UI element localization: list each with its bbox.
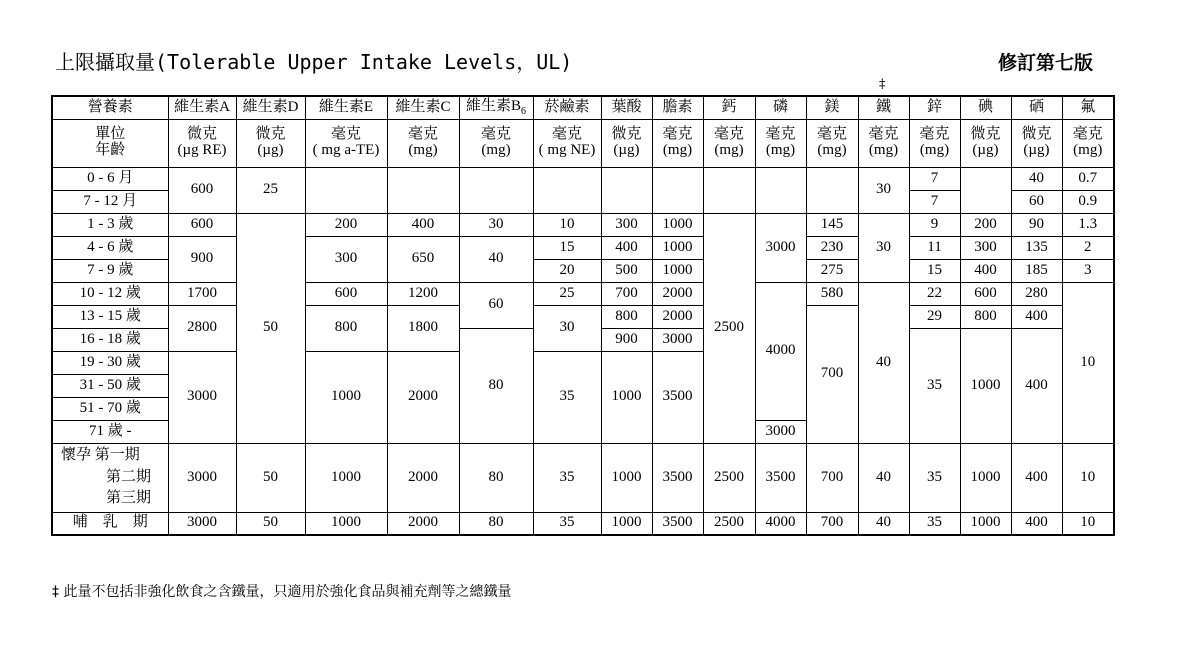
cell: 10 [1062, 512, 1114, 535]
age-label: 1 - 3 歲 [52, 213, 168, 236]
cell: 600 [168, 213, 236, 236]
age-label: 7 - 12 月 [52, 190, 168, 213]
lactation-label: 哺 乳 期 [52, 512, 168, 535]
cell: 145 [806, 213, 858, 236]
cell: 1000 [652, 213, 703, 236]
unit-cell: 微克 (µg) [960, 119, 1011, 167]
empty-cell [806, 167, 858, 213]
unit-cell: 微克 (µg) [236, 119, 305, 167]
unit-age-label: 單位 年齡 [52, 119, 168, 167]
age-label: 31 - 50 歲 [52, 374, 168, 397]
cell: 60 [1011, 190, 1062, 213]
cell: 280 [1011, 282, 1062, 305]
cell: 400 [387, 213, 459, 236]
age-label: 13 - 15 歲 [52, 305, 168, 328]
header-magnesium: 鎂 [806, 96, 858, 119]
unit-cell: 微克 (µg) [601, 119, 652, 167]
cell: 7 [909, 190, 960, 213]
empty-cell [652, 167, 703, 213]
cell: 30 [858, 167, 909, 213]
unit-cell: 毫克 (mg) [806, 119, 858, 167]
header-iron: 鐵 [858, 96, 909, 119]
nutrient-header-row [52, 96, 1114, 119]
cell: 25 [533, 282, 601, 305]
cell: 580 [806, 282, 858, 305]
cell: 40 [858, 282, 909, 443]
cell: 20 [533, 259, 601, 282]
cell: 800 [305, 305, 387, 351]
empty-cell [960, 167, 1011, 213]
cell: 2500 [703, 443, 755, 512]
cell: 700 [806, 512, 858, 535]
empty-cell [601, 167, 652, 213]
cell: 1000 [960, 328, 1011, 443]
cell: 1000 [305, 443, 387, 512]
unit-cell: 毫克 (mg) [858, 119, 909, 167]
empty-cell [703, 167, 755, 213]
cell: 2000 [387, 512, 459, 535]
cell: 200 [305, 213, 387, 236]
unit-cell: 毫克 (mg) [1062, 119, 1114, 167]
unit-cell: 毫克 (mg) [755, 119, 806, 167]
header-folate: 葉酸 [601, 96, 652, 119]
cell: 22 [909, 282, 960, 305]
table-row [52, 167, 1114, 190]
cell: 400 [1011, 328, 1062, 443]
empty-cell [305, 167, 387, 213]
header-vitamin-e: 維生素E [305, 96, 387, 119]
age-label: 4 - 6 歲 [52, 236, 168, 259]
cell: 3500 [652, 512, 703, 535]
cell: 400 [601, 236, 652, 259]
cell: 35 [909, 443, 960, 512]
cell: 3000 [168, 351, 236, 443]
cell: 1200 [387, 282, 459, 305]
cell: 1000 [601, 351, 652, 443]
cell: 30 [459, 213, 533, 236]
cell: 2 [1062, 236, 1114, 259]
cell: 40 [459, 236, 533, 282]
cell: 15 [909, 259, 960, 282]
cell: 2500 [703, 512, 755, 535]
cell: 3000 [652, 328, 703, 351]
header-calcium: 鈣 [703, 96, 755, 119]
header-selenium: 硒 [1011, 96, 1062, 119]
cell: 1000 [305, 351, 387, 443]
empty-cell [533, 167, 601, 213]
cell: 40 [858, 443, 909, 512]
cell: 35 [533, 351, 601, 443]
page-title: 上限攝取量(Tolerable Upper Intake Levels，UL) [55, 50, 573, 74]
cell: 700 [601, 282, 652, 305]
cell: 900 [168, 236, 236, 282]
lactation-row [52, 512, 1114, 535]
cell: 275 [806, 259, 858, 282]
cell: 600 [305, 282, 387, 305]
cell: 40 [1011, 167, 1062, 190]
unit-cell: 毫克 (mg) [459, 119, 533, 167]
unit-cell: 微克 (µg RE) [168, 119, 236, 167]
cell: 1000 [601, 443, 652, 512]
cell: 29 [909, 305, 960, 328]
cell: 400 [1011, 443, 1062, 512]
cell: 3500 [755, 443, 806, 512]
cell: 800 [601, 305, 652, 328]
unit-cell: 毫克 ( mg NE) [533, 119, 601, 167]
empty-cell [387, 167, 459, 213]
cell: 50 [236, 443, 305, 512]
age-label: 51 - 70 歲 [52, 397, 168, 420]
ul-table [51, 95, 1115, 536]
cell: 40 [858, 512, 909, 535]
cell: 50 [236, 213, 305, 443]
cell: 0.7 [1062, 167, 1114, 190]
cell: 30 [533, 305, 601, 351]
cell: 50 [236, 512, 305, 535]
cell: 1800 [387, 305, 459, 351]
cell: 400 [1011, 512, 1062, 535]
table-row [52, 305, 1114, 328]
table-row [52, 236, 1114, 259]
edition-label: 修訂第七版 [998, 52, 1094, 74]
pregnancy-label: 懷孕 第一期 第二期 第三期 [52, 443, 168, 512]
cell: 700 [806, 443, 858, 512]
cell: 3000 [755, 420, 806, 443]
unit-cell: 毫克 ( mg a-TE) [305, 119, 387, 167]
cell: 650 [387, 236, 459, 282]
cell: 2800 [168, 305, 236, 351]
cell: 10 [1062, 282, 1114, 443]
cell: 35 [909, 512, 960, 535]
unit-cell: 毫克 (mg) [387, 119, 459, 167]
cell: 25 [236, 167, 305, 213]
pregnancy-row [52, 443, 1114, 512]
table-row [52, 282, 1114, 305]
cell: 2000 [387, 443, 459, 512]
cell: 3500 [652, 351, 703, 443]
header-vitamin-b6: 維生素$B_6$ [459, 96, 533, 119]
empty-cell [459, 167, 533, 213]
header-niacin: 菸鹼素 [533, 96, 601, 119]
cell: 35 [909, 328, 960, 443]
cell: 600 [960, 282, 1011, 305]
cell: 230 [806, 236, 858, 259]
cell: 30 [858, 213, 909, 282]
unit-cell: 毫克 (mg) [703, 119, 755, 167]
cell: 1000 [305, 512, 387, 535]
cell: 185 [1011, 259, 1062, 282]
header-fluoride: 氟 [1062, 96, 1114, 119]
empty-cell [755, 167, 806, 213]
cell: 1000 [960, 512, 1011, 535]
cell: 11 [909, 236, 960, 259]
cell: 800 [960, 305, 1011, 328]
cell: 1000 [960, 443, 1011, 512]
cell: 2000 [652, 282, 703, 305]
cell: 1.3 [1062, 213, 1114, 236]
cell: 1000 [652, 259, 703, 282]
cell: 300 [601, 213, 652, 236]
cell: 3000 [168, 512, 236, 535]
iron-footnote-marker: ‡ [879, 77, 886, 92]
age-label: 71 歲 - [52, 420, 168, 443]
age-label: 19 - 30 歲 [52, 351, 168, 374]
header-vitamin-c: 維生素C [387, 96, 459, 119]
cell: 10 [533, 213, 601, 236]
cell: 700 [806, 305, 858, 443]
cell: 1000 [652, 236, 703, 259]
cell: 2000 [387, 351, 459, 443]
unit-cell: 微克 (µg) [1011, 119, 1062, 167]
cell: 35 [533, 512, 601, 535]
header-zinc: 鋅 [909, 96, 960, 119]
header-phosphorus: 磷 [755, 96, 806, 119]
unit-cell: 毫克 (mg) [909, 119, 960, 167]
cell: 500 [601, 259, 652, 282]
cell: 2000 [652, 305, 703, 328]
header-iodine: 碘 [960, 96, 1011, 119]
age-label: 7 - 9 歲 [52, 259, 168, 282]
header-nutrient-label: 營養素 [52, 96, 168, 119]
age-label: 16 - 18 歲 [52, 328, 168, 351]
cell: 600 [168, 167, 236, 213]
cell: 400 [1011, 305, 1062, 328]
header-choline: 膽素 [652, 96, 703, 119]
cell: 80 [459, 328, 533, 443]
table-row [52, 213, 1114, 236]
age-label: 0 - 6 月 [52, 167, 168, 190]
cell: 7 [909, 167, 960, 190]
cell: 900 [601, 328, 652, 351]
cell: 0.9 [1062, 190, 1114, 213]
cell: 3000 [755, 213, 806, 282]
cell: 80 [459, 443, 533, 512]
cell: 300 [960, 236, 1011, 259]
age-label: 10 - 12 歲 [52, 282, 168, 305]
unit-row [52, 119, 1114, 167]
cell: 80 [459, 512, 533, 535]
cell: 400 [960, 259, 1011, 282]
cell: 90 [1011, 213, 1062, 236]
header-vitamin-a: 維生素A [168, 96, 236, 119]
iron-footnote: ‡ 此量不包括非強化飲食之含鐵量，只適用於強化食品與補充劑等之總鐵量 [52, 584, 512, 600]
header-vitamin-d: 維生素D [236, 96, 305, 119]
cell: 1000 [601, 512, 652, 535]
cell: 3000 [168, 443, 236, 512]
unit-cell: 毫克 (mg) [652, 119, 703, 167]
cell: 10 [1062, 443, 1114, 512]
cell: 15 [533, 236, 601, 259]
cell: 4000 [755, 512, 806, 535]
cell: 300 [305, 236, 387, 282]
cell: 35 [533, 443, 601, 512]
cell: 3500 [652, 443, 703, 512]
cell: 9 [909, 213, 960, 236]
cell: 2500 [703, 213, 755, 443]
cell: 1700 [168, 282, 236, 305]
cell: 135 [1011, 236, 1062, 259]
cell: 4000 [755, 282, 806, 420]
cell: 200 [960, 213, 1011, 236]
cell: 60 [459, 282, 533, 328]
cell: 3 [1062, 259, 1114, 282]
